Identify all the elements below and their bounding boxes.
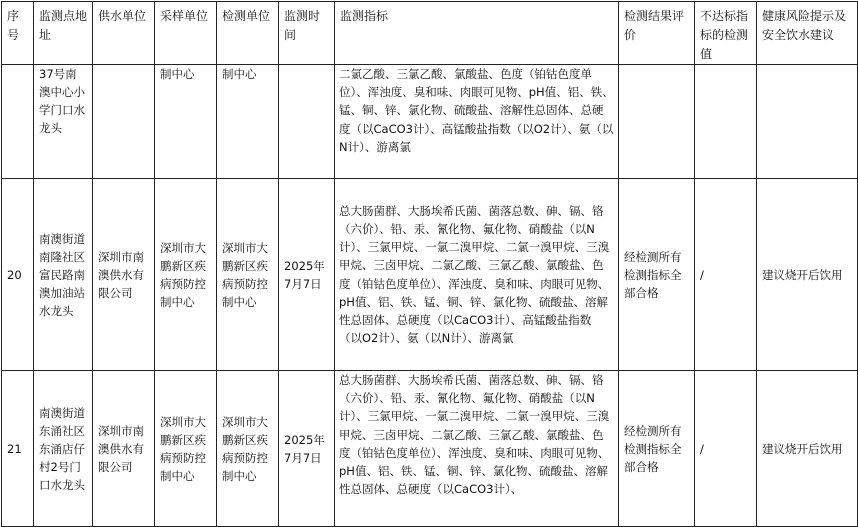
- cell-site: 南澳街道南隆社区富民路南澳加油站水龙头: [34, 179, 93, 371]
- cell-tester: 深圳市大鹏新区疾病预防控制中心: [217, 371, 279, 527]
- cell-sampler: 制中心: [155, 65, 217, 179]
- cell-supplier: 深圳市南澳供水有限公司: [93, 371, 155, 527]
- header-site: 监测点地址: [34, 2, 93, 65]
- cell-result: 经检测所有检测指标全部合格: [619, 371, 695, 527]
- header-time: 监测时间: [279, 2, 335, 65]
- cell-no: 21: [2, 371, 34, 527]
- cell-tester: 制中心: [217, 65, 279, 179]
- cell-failed: [695, 65, 757, 179]
- cell-result: [619, 65, 695, 179]
- cell-time: 2025年7月7日: [279, 371, 335, 527]
- cell-failed: /: [695, 371, 757, 527]
- header-advice: 健康风险提示及安全饮水建议: [757, 2, 858, 65]
- cell-time: [279, 65, 335, 179]
- header-row: [2, 2, 858, 65]
- cell-time: 2025年7月7日: [279, 179, 335, 371]
- cell-result: 经检测所有检测指标全部合格: [619, 179, 695, 371]
- cell-supplier: 深圳市南澳供水有限公司: [93, 179, 155, 371]
- cell-sampler: 深圳市大鹏新区疾病预防控制中心: [155, 179, 217, 371]
- cell-supplier: [93, 65, 155, 179]
- cell-indicators: 总大肠菌群、大肠埃希氏菌、菌落总数、砷、镉、铬（六价）、铅、汞、氰化物、氟化物、硝酸盐（以N计）、三氯甲烷、一氯二溴甲烷、二氯一溴甲烷、三溴甲烷、三卤甲烷、二氯乙酸、三氯乙酸、氯酸盐、色度（铂钴色度单位）、浑浊度、臭和味、肉眼可见物、pH值、铝、铁、锰、铜、锌、氯化物、硫酸盐、溶解性总固体、总硬度（以CaCO3计）、高锰酸盐指数（以O2计）、氨（以N计）、游离氯: [335, 179, 619, 371]
- cell-tester: 深圳市大鹏新区疾病预防控制中心: [217, 179, 279, 371]
- cell-site: 南澳街道东涌社区东涌店仔村2号门口水龙头: [34, 371, 93, 527]
- cell-advice: [757, 65, 858, 179]
- cell-site: 37号南澳中心小学门口水龙头: [34, 65, 93, 179]
- cell-advice: 建议烧开后饮用: [757, 179, 858, 371]
- table-row: [2, 65, 858, 179]
- header-sampler: 采样单位: [155, 2, 217, 65]
- header-indicators: 监测指标: [335, 2, 619, 65]
- header-failed: 不达标指标的检测值: [695, 2, 757, 65]
- header-no: 序号: [2, 2, 34, 65]
- cell-indicators: 总大肠菌群、大肠埃希氏菌、菌落总数、砷、镉、铬（六价）、铅、汞、氰化物、氟化物、硝酸盐（以N计）、三氯甲烷、一氯二溴甲烷、二氯一溴甲烷、三溴甲烷、三卤甲烷、二氯乙酸、三氯乙酸、氯酸盐、色度（铂钴色度单位）、浑浊度、臭和味、肉眼可见物、pH值、铝、铁、锰、铜、锌、氯化物、硫酸盐、溶解性总固体、总硬度（以CaCO3计）、: [335, 371, 619, 527]
- header-supplier: 供水单位: [93, 2, 155, 65]
- cell-no: 20: [2, 179, 34, 371]
- header-result: 检测结果评价: [619, 2, 695, 65]
- table-row: [2, 179, 858, 371]
- cell-advice: 建议烧开后饮用: [757, 371, 858, 527]
- cell-sampler: 深圳市大鹏新区疾病预防控制中心: [155, 371, 217, 527]
- header-tester: 检测单位: [217, 2, 279, 65]
- cell-indicators: 二氯乙酸、三氯乙酸、氯酸盐、色度（铂钴色度单位）、浑浊度、臭和味、肉眼可见物、pH值、铝、铁、锰、铜、锌、氯化物、硫酸盐、溶解性总固体、总硬度（以CaCO3计）、高锰酸盐指数（以O2计）、氨（以N计）、游离氯: [335, 65, 619, 179]
- cell-failed: /: [695, 179, 757, 371]
- cell-no: [2, 65, 34, 179]
- water-quality-table: [1, 1, 858, 527]
- table-row: [2, 371, 858, 527]
